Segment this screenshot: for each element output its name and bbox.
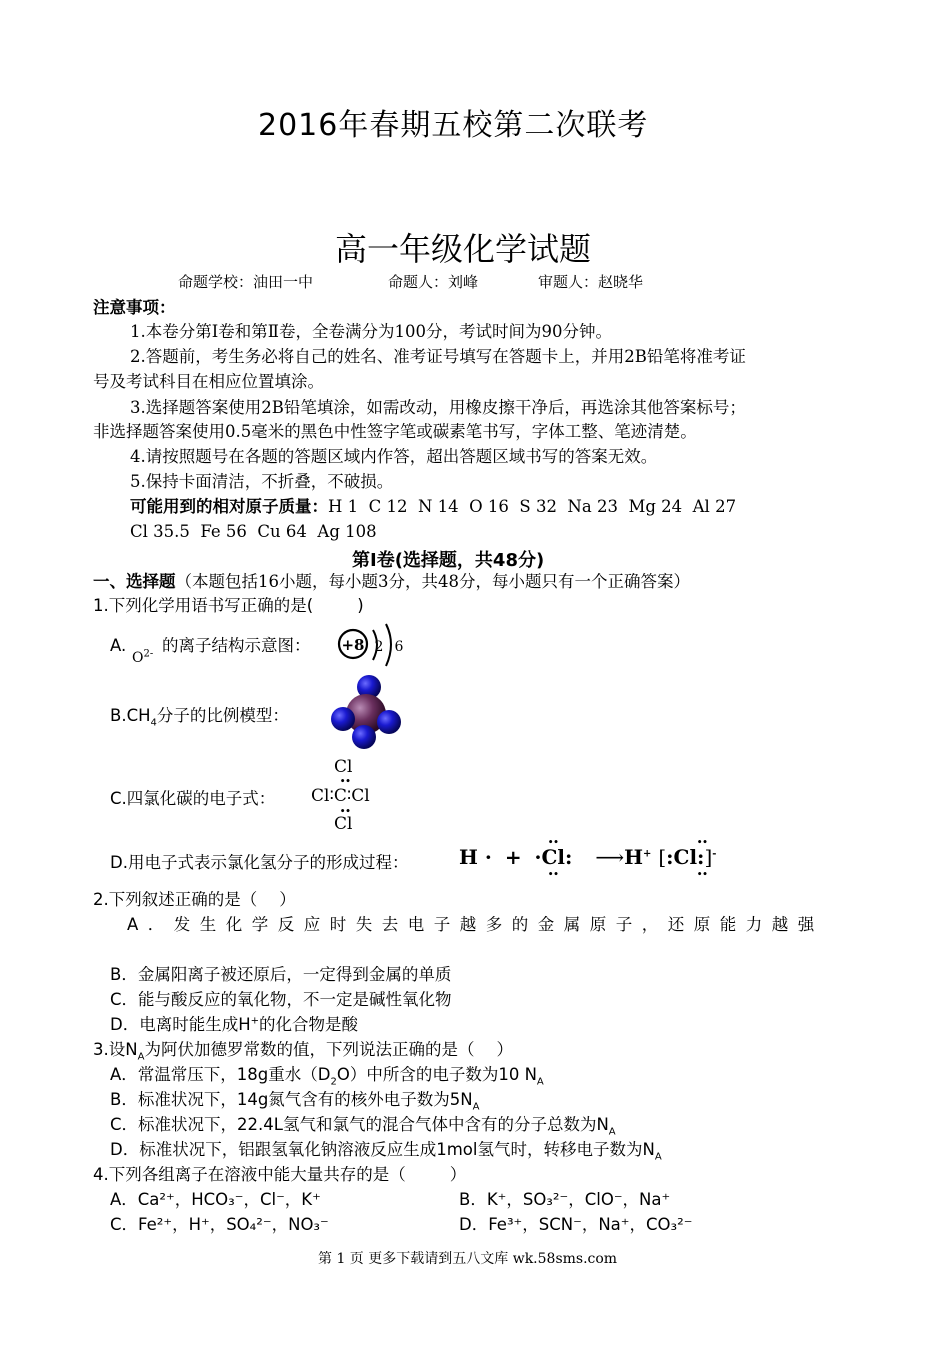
q1-stem (93, 596, 364, 616)
eq-cl-bottom-dots: ∙∙ (548, 867, 559, 880)
eq-cl-electron: · (534, 845, 542, 869)
paper-subtitle: 高一年级化学试题 (335, 230, 592, 268)
notice-heading: 注意事项： (93, 298, 176, 317)
hcl-formation-equation (459, 845, 716, 869)
q1-option-c-text: C.四氯化碳的电子式： (110, 789, 276, 808)
q1-option-a-label: A. (110, 636, 127, 655)
ccl4-top-dots: ∙∙ (340, 774, 351, 787)
q3-a-subscript: 2 (330, 1076, 337, 1088)
atomic-mass-label: 可能用到的相对原子质量： (130, 497, 328, 516)
q4-stem-text: 4.下列各组离子在溶液中能大量共存的是（ (93, 1165, 406, 1184)
eq-plus-sign: + (504, 845, 522, 869)
shell-1-count: 2 (374, 639, 384, 655)
q3-stem-subscript: A (137, 1051, 145, 1063)
q3-option-c (110, 1115, 616, 1138)
ccl4-bottom-dots: ∙∙ (340, 804, 351, 817)
q2-stem (93, 890, 296, 910)
q2-d-text-end: 的化合物是酸 (259, 1015, 359, 1034)
q1-a-ion-symbol: O (132, 650, 144, 666)
q3-stem-end: ） (496, 1040, 513, 1059)
notice-item-2a: 2.答题前，考生务必将自己的姓名、准考证号填写在答题卡上，并用2B铅笔将准考证 (130, 347, 746, 366)
section-title: 第Ⅰ卷(选择题，共48分) (352, 550, 545, 571)
q3-c-text: C．标准状况下，22.4L氢气和氯气的混合气体中含有的分子总数为N (110, 1115, 609, 1134)
shell-2-count: 6 (394, 639, 404, 655)
eq-cl-atom: Cl (541, 845, 566, 869)
atomic-mass-line-1 (130, 497, 736, 517)
q2-d-superscript: + (250, 1015, 260, 1027)
q3-option-b (110, 1090, 480, 1113)
q3-a-subscript-2: A (536, 1076, 544, 1088)
q4-option-c: C．Fe²⁺，H⁺，SO₄²⁻，NO₃⁻ (110, 1215, 329, 1234)
q3-a-text: A．常温常压下，18g重水（D (110, 1065, 331, 1084)
credits-line: 命题学校：油田一中 命题人：刘峰 审题人：赵晓华 (178, 273, 644, 291)
ccl4-bottom-cl: Cl (334, 814, 353, 834)
eq-cl-ion-bottom-dots: ∙∙ (697, 867, 708, 880)
eq-left-bracket: [ (658, 845, 667, 869)
notice-item-3b: 非选择题答案使用0.5毫米的黑色中性签字笔或碳素笔书写，字体工整、笔迹清楚。 (93, 422, 697, 441)
q3-option-a (110, 1065, 544, 1088)
atomic-mass-values-1: H 1 C 12 N 14 O 16 S 32 Na 23 Mg 24 Al 27 (328, 497, 737, 516)
q3-stem-text: 3.设N (93, 1040, 138, 1059)
q2-option-b: B．金属阳离子被还原后，一定得到金属的单质 (110, 965, 452, 984)
eq-h-ion-charge: + (642, 848, 652, 860)
notice-item-1: 1.本卷分第Ⅰ卷和第Ⅱ卷，全卷满分为100分，考试时间为90分钟。 (130, 322, 612, 341)
part-note: （本题包括16小题，每小题3分，共48分，每小题只有一个正确答案） (175, 572, 690, 591)
eq-cl-ion-lone-pair-left: : (666, 845, 674, 869)
q1-a-ion-charge: 2- (143, 648, 154, 660)
q2-stem-text: 2.下列叙述正确的是（ (93, 890, 258, 909)
q1-b-formula: B.CH (110, 706, 151, 725)
q4-option-d: D．Fe³⁺，SCN⁻，Na⁺，CO₃²⁻ (459, 1215, 693, 1234)
hydrogen-atom-left (331, 707, 355, 731)
nucleus-charge: +8 (341, 636, 365, 654)
q3-option-d (110, 1140, 662, 1163)
eq-cl-top-dots: ∙∙ (548, 835, 559, 848)
eq-cl-ion-top-dots: ∙∙ (697, 835, 708, 848)
notice-item-2b: 号及考试科目在相应位置填涂。 (93, 372, 324, 391)
q2-option-d (110, 1015, 358, 1035)
q2-option-a: A．发生化学反应时失去电子越多的金属原子，还原能力越强 (127, 915, 824, 934)
q1-option-b (110, 706, 289, 729)
eq-cl-lone-pair: : (565, 845, 573, 869)
q3-stem-text-2: 为阿伏加德罗常数的值，下列说法正确的是（ (144, 1040, 475, 1059)
q2-stem-end: ） (279, 890, 296, 909)
atomic-mass-values-2: Cl 35.5 Fe 56 Cu 64 Ag 108 (130, 522, 377, 541)
notice-item-5: 5.保持卡面清洁，不折叠，不破损。 (130, 472, 394, 491)
q4-option-b: B．K⁺，SO₃²⁻，ClO⁻，Na⁺ (459, 1190, 671, 1209)
q4-stem (93, 1165, 466, 1185)
part-label: 一、选择题 (93, 572, 176, 591)
page-footer: 第 1 页 更多下载请到五八文库 wk.58sms.com (318, 1251, 618, 1267)
exam-title: 2016年春期五校第二次联考 (258, 108, 649, 143)
q1-option-d-text: D.用电子式表示氯化氢分子的形成过程： (110, 853, 409, 872)
electron-shell-2 (386, 624, 391, 666)
q3-d-subscript: A (654, 1151, 662, 1163)
eq-cl-ion-charge: - (712, 848, 717, 860)
q2-option-c: C．能与酸反应的氧化物，不一定是碱性氧化物 (110, 990, 452, 1009)
q3-stem (93, 1040, 513, 1063)
eq-h-electron: · (484, 845, 492, 869)
q3-d-text: D．标准状况下，铝跟氢氧化钠溶液反应生成1mol氢气时，转移电子数为N (110, 1140, 655, 1159)
eq-h-atom: H (459, 845, 478, 869)
ccl4-top-cl: Cl (334, 757, 353, 777)
hydrogen-atom-bottom (352, 725, 376, 749)
q4-stem-end: ） (449, 1165, 467, 1184)
eq-h-ion: H (624, 845, 643, 869)
q1-b-text: 分子的比例模型： (156, 706, 289, 725)
notice-item-4: 4.请按照题号在各题的答题区域内作答，超出答题区域书写的答案无效。 (130, 447, 658, 466)
q1-option-a-ion (132, 650, 153, 666)
q3-a-text-2: O）中所含的电子数为10 N (336, 1065, 537, 1084)
q1-stem-end: ) (357, 596, 364, 615)
q3-b-subscript: A (472, 1101, 480, 1113)
eq-cl-ion-lone-pair-right: : (697, 845, 705, 869)
eq-cl-ion: Cl (673, 845, 698, 869)
ccl4-middle-row: Cl∶C∶Cl (311, 786, 370, 806)
q2-d-text: D．电离时能生成H (110, 1015, 251, 1034)
q4-option-a: A．Ca²⁺，HCO₃⁻，Cl⁻，K⁺ (110, 1190, 321, 1209)
q3-b-text: B．标准状况下，14g氮气含有的核外电子数为5N (110, 1090, 473, 1109)
hydrogen-atom-right (377, 710, 401, 734)
q1-b-subscript: 4 (150, 717, 157, 729)
part-heading (93, 572, 690, 592)
q1-option-a-text: 的离子结构示意图： (162, 636, 311, 655)
eq-reaction-arrow: ⟶ (595, 845, 625, 869)
notice-item-3a: 3.选择题答案使用2B铅笔填涂，如需改动，用橡皮擦干净后，再选涂其他答案标号； (130, 398, 746, 417)
q3-c-subscript: A (608, 1126, 616, 1138)
ion-structure-diagram (336, 622, 416, 670)
eq-right-bracket: ] (704, 845, 713, 869)
q1-stem-text: 1.下列化学用语书写正确的是( (93, 596, 314, 615)
methane-space-filling-model (326, 672, 406, 752)
